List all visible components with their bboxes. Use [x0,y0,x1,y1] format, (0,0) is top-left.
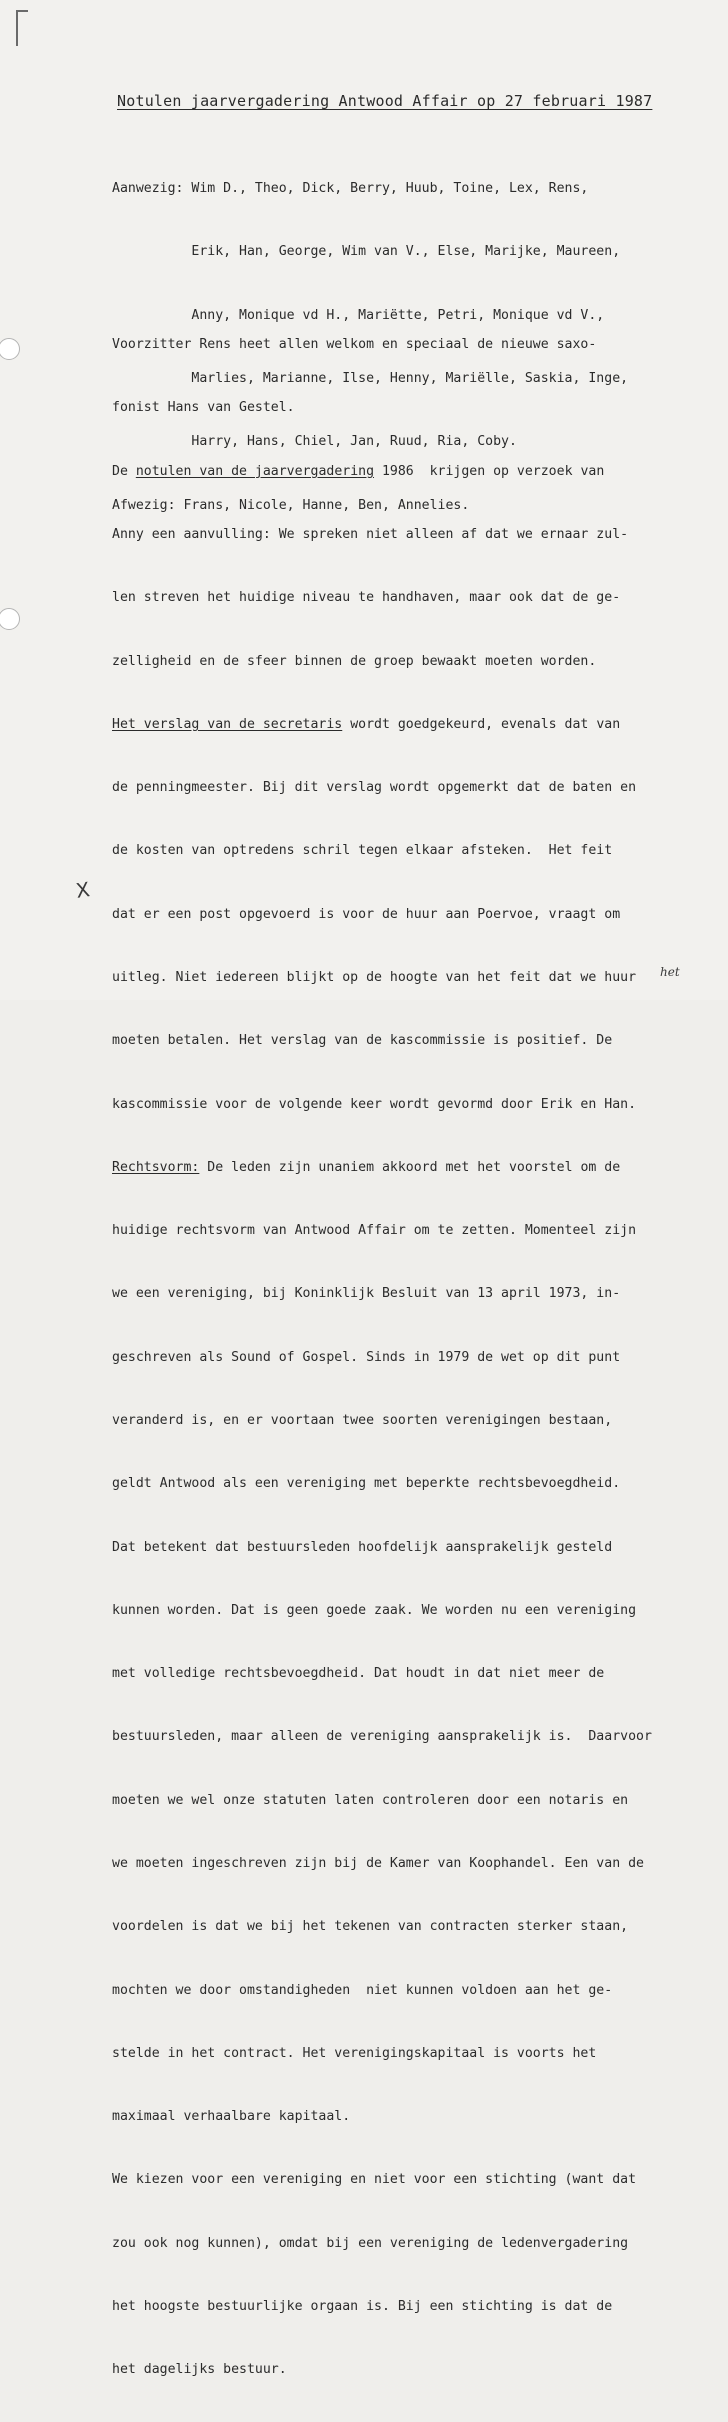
body-line: geldt Antwood als een vereniging met beperkte rechtsbevoegdheid. [112,1476,621,1492]
underlined-phrase: Rechtsvorm: [112,1159,200,1175]
body-line: de penningmeester. Bij dit verslag wordt opgemerkt dat de baten en [112,780,637,796]
body-line: de kosten van optredens schril tegen elkaar afsteken. Het feit [112,843,613,859]
attendance-line: Harry, Hans, Chiel, Jan, Ruud, Ria, Coby. [112,434,517,450]
body-line: veranderd is, en er voortaan twee soorten verenigingen bestaan, [112,1412,613,1428]
body-line: zelligheid en de sfeer binnen de groep bewaakt moeten worden. [112,653,597,669]
attendance-line: Marlies, Marianne, Ilse, Henny, Mariëlle, Saskia, Inge, [112,371,629,387]
body-line: moeten we wel onze statuten laten controleren door een notaris en [112,1792,629,1808]
body-line: We kiezen voor een vereniging en niet voor een stichting (want dat [112,2172,637,2188]
body-line: met volledige rechtsbevoegdheid. Dat houdt in dat niet meer de [112,1666,605,1682]
absence-line: Afwezig: Frans, Nicole, Hanne, Ben, Annelies. [112,497,470,513]
body-line: len streven het huidige niveau te handhaven, maar ook dat de ge- [112,590,621,606]
body-line: kascommissie voor de volgende keer wordt gevormd door Erik en Han. [112,1096,637,1112]
minutes-body [112,292,652,2422]
body-line: mochten we door omstandigheden niet kunnen voldoen aan het ge- [112,1982,613,1998]
body-line: maximaal verhaalbare kapitaal. [112,2109,351,2125]
body-line: fonist Hans van Gestel. [112,400,295,416]
body-line: moeten betalen. Het verslag van de kascommissie is positief. De [112,1033,613,1049]
staple-corner-mark [16,10,18,46]
document-title: Notulen jaarvergadering Antwood Affair op 27 februari 1987 [117,92,653,110]
underlined-phrase: Het verslag van de secretaris [112,716,343,732]
body-line: Voorzitter Rens heet allen welkom en speciaal de nieuwe saxo- [112,337,597,353]
body-line: huidige rechtsvorm van Antwood Affair om te zetten. Momenteel zijn [112,1223,637,1239]
body-line: Het verslag van de secretaris wordt goedgekeurd, evenals dat van [112,716,621,732]
body-line: bestuursleden, maar alleen de vereniging aansprakelijk is. Daarvoor [112,1729,652,1745]
body-line: het dagelijks bestuur. [112,2362,287,2378]
attendance-line: Aanwezig: Wim D., Theo, Dick, Berry, Huub, Toine, Lex, Rens, [112,181,589,197]
body-line: we een vereniging, bij Koninklijk Besluit van 13 april 1973, in- [112,1286,621,1302]
punch-hole-icon [0,608,20,630]
body-line: het hoogste bestuurlijke orgaan is. Bij een stichting is dat de [112,2298,613,2314]
body-line: voordelen is dat we bij het tekenen van contracten sterker staan, [112,1919,629,1935]
body-line: dat er een post opgevoerd is voor de huur aan Poervoe, vraagt om [112,906,621,922]
body-line: stelde in het contract. Het verenigingskapitaal is voorts het [112,2045,597,2061]
punch-hole-icon [0,338,20,360]
body-line: uitleg. Niet iedereen blijkt op de hoogte van het feit dat we huur [112,970,637,985]
body-line: Dat betekent dat bestuursleden hoofdelijk aansprakelijk gesteld [112,1539,613,1555]
body-line: De notulen van de jaarvergadering 1986 krijgen op verzoek van [112,463,605,479]
body-line: Anny een aanvulling: We spreken niet alleen af dat we ernaar zul- [112,527,629,543]
attendance-line: Erik, Han, George, Wim van V., Else, Marijke, Maureen, [112,244,621,260]
body-line: Rechtsvorm: De leden zijn unaniem akkoord met het voorstel om de [112,1159,621,1175]
handwritten-correction: het [660,965,680,979]
attendance-line: Anny, Monique vd H., Mariëtte, Petri, Monique vd V., [112,307,605,323]
underlined-phrase: notulen van de jaarvergadering [135,463,375,479]
handwritten-margin-mark: X [74,877,92,903]
body-line: geschreven als Sound of Gospel. Sinds in 1979 de wet op dit punt [112,1349,621,1365]
body-line: kunnen worden. Dat is geen goede zaak. We worden nu een vereniging [112,1602,637,1618]
body-line: zou ook nog kunnen), omdat bij een vereniging de ledenvergadering [112,2235,629,2251]
body-line: we moeten ingeschreven zijn bij de Kamer van Koophandel. Een van de [112,1855,644,1871]
